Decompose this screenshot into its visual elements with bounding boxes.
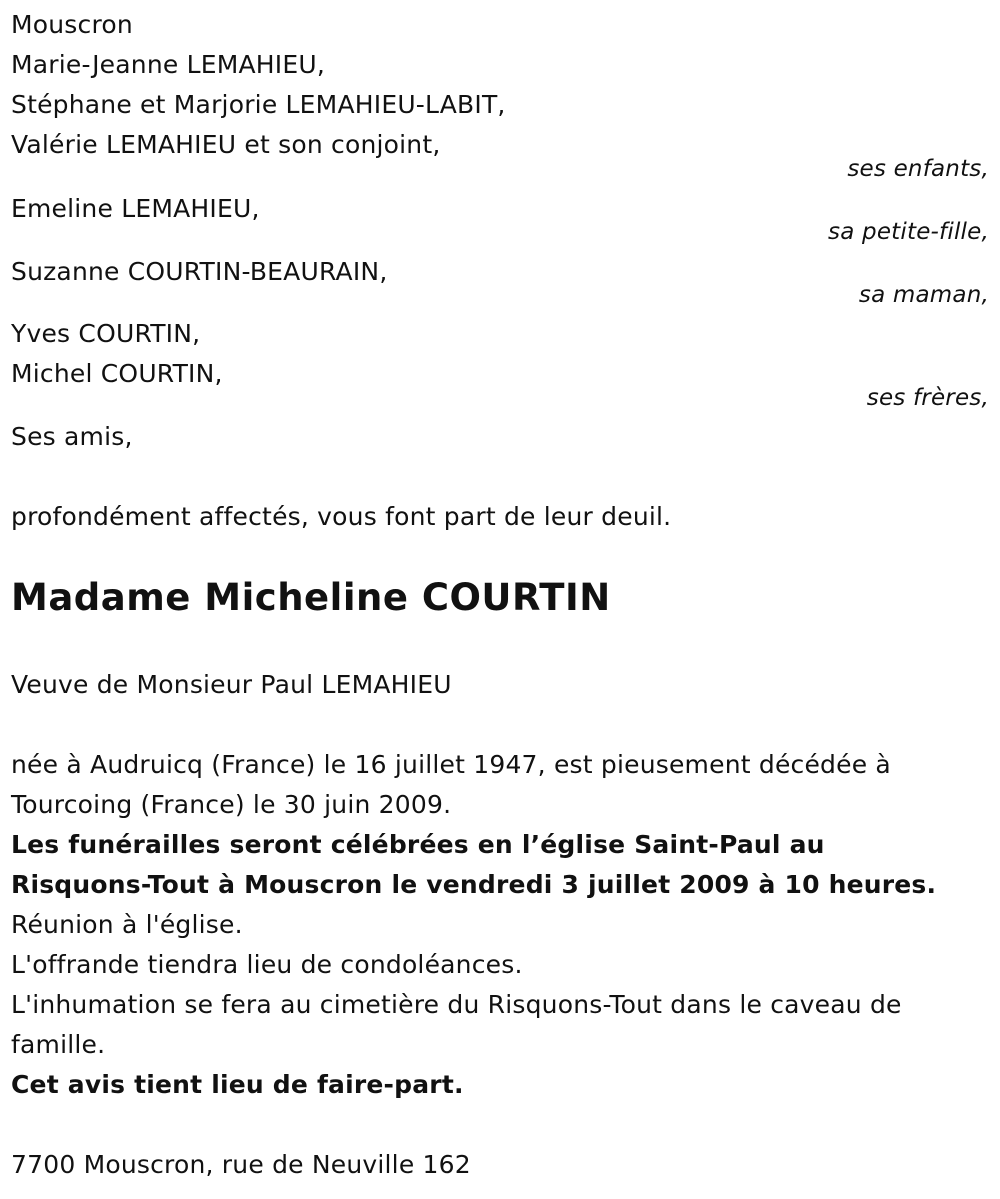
child-name: Marie-Jeanne LEMAHIEU, (11, 50, 326, 79)
burial-line: L'inhumation se fera au cimetière du Risquons-Tout dans le caveau de (11, 990, 902, 1019)
offering-line: L'offrande tiendra lieu de condoléances. (11, 950, 523, 979)
birth-death-line: Tourcoing (France) le 30 juin 2009. (11, 790, 452, 819)
brothers-role: ses frères, (866, 385, 989, 411)
funeral-line: Les funérailles seront célébrées en l’église Saint-Paul au (11, 830, 825, 859)
announcement-text: profondément affectés, vous font part de leur deuil. (11, 502, 672, 531)
child-name: Valérie LEMAHIEU et son conjoint, (11, 130, 441, 159)
location: Mouscron (11, 10, 133, 39)
children-role: ses enfants, (847, 156, 989, 182)
granddaughter-name: Emeline LEMAHIEU, (11, 194, 260, 223)
birth-death-line: née à Audruicq (France) le 16 juillet 1947, est pieusement décédée à (11, 750, 891, 779)
meeting-line: Réunion à l'église. (11, 910, 243, 939)
brother-name: Yves COURTIN, (11, 319, 201, 348)
address-line: 7700 Mouscron, rue de Neuville 162 (11, 1150, 471, 1179)
widow-of: Veuve de Monsieur Paul LEMAHIEU (11, 670, 452, 699)
mother-name: Suzanne COURTIN-BEAURAIN, (11, 257, 388, 286)
friends-line: Ses amis, (11, 422, 133, 451)
brother-name: Michel COURTIN, (11, 359, 223, 388)
child-name: Stéphane et Marjorie LEMAHIEU-LABIT, (11, 90, 506, 119)
burial-line: famille. (11, 1030, 106, 1059)
notice-line: Cet avis tient lieu de faire-part. (11, 1070, 464, 1099)
mother-role: sa maman, (858, 282, 989, 308)
funeral-line: Risquons-Tout à Mouscron le vendredi 3 juillet 2009 à 10 heures. (11, 870, 937, 899)
granddaughter-role: sa petite-fille, (828, 219, 989, 245)
deceased-name: Madame Micheline COURTIN (11, 576, 611, 619)
